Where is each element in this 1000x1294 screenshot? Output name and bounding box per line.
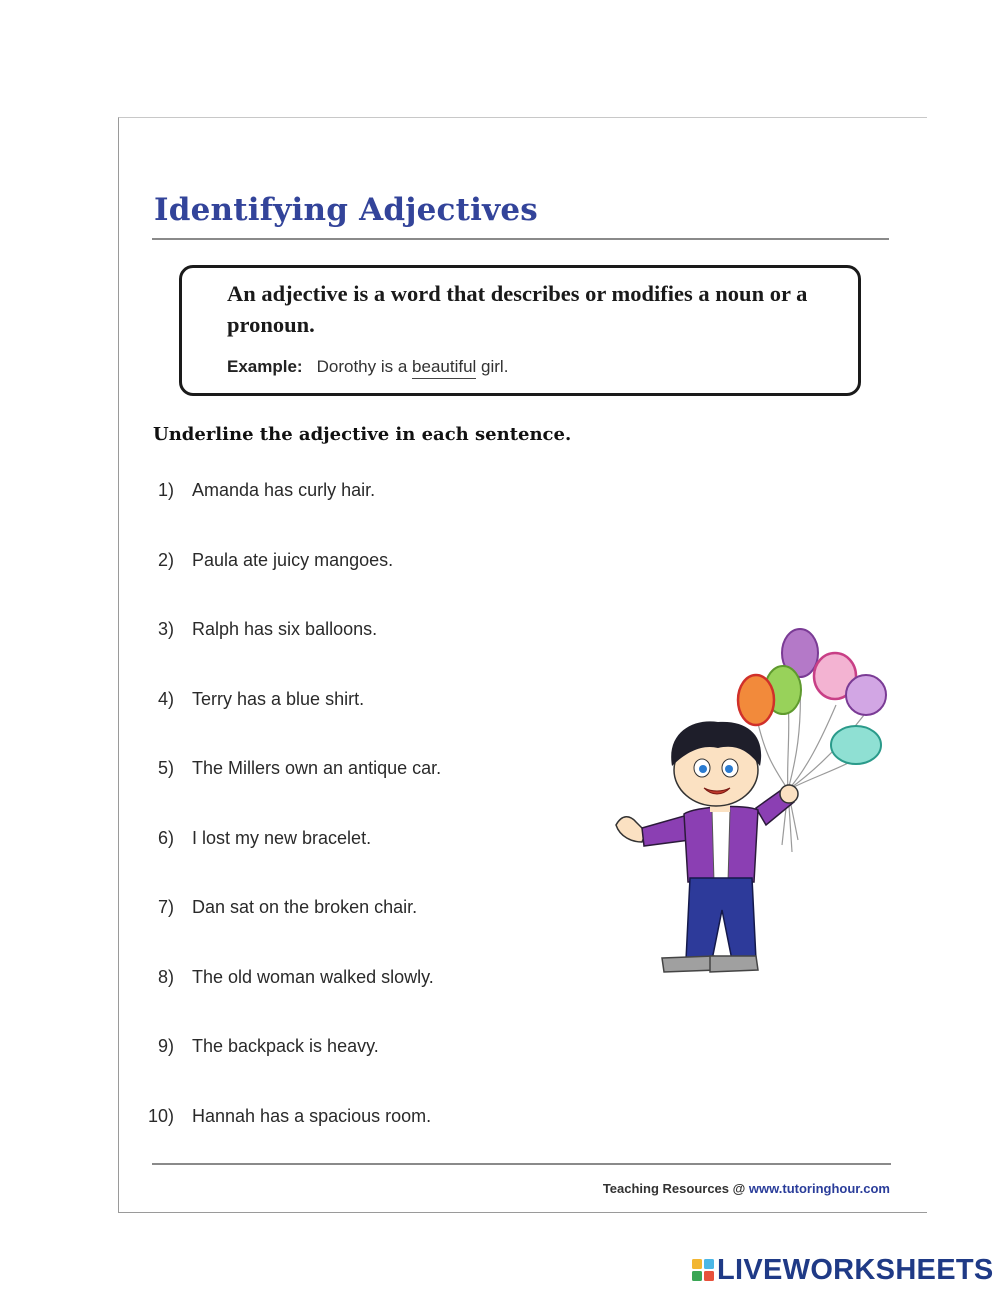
question-number: 4) (157, 689, 174, 709)
question-item[interactable] (140, 550, 580, 571)
footer-prefix: Teaching Resources @ (602, 1181, 749, 1196)
boy-with-balloons-illustration (606, 620, 906, 980)
question-number: 8) (157, 967, 174, 987)
title-divider (152, 238, 889, 240)
question-number: 6) (157, 828, 174, 848)
question-number: 9) (157, 1036, 174, 1056)
question-item[interactable] (140, 897, 580, 918)
footer-credit (603, 1181, 890, 1196)
liveworksheets-logo-icon (692, 1259, 714, 1281)
question-item[interactable] (140, 758, 580, 779)
question-text[interactable]: I lost my new bracelet. (192, 828, 372, 848)
question-item[interactable] (140, 1036, 580, 1057)
example-adjective: beautiful (412, 357, 476, 379)
question-item[interactable] (140, 828, 580, 849)
question-number: 10) (147, 1106, 174, 1126)
question-text[interactable]: Paula ate juicy mangoes. (192, 550, 394, 570)
question-text[interactable]: Dan sat on the broken chair. (192, 897, 418, 917)
question-item[interactable] (140, 619, 580, 640)
question-text[interactable]: The Millers own an antique car. (192, 758, 442, 778)
question-item[interactable] (140, 689, 580, 710)
worksheet-title: Identifying Adjectives (154, 192, 538, 228)
liveworksheets-brand[interactable] (692, 1255, 994, 1285)
balloon-icons (738, 629, 886, 764)
example-line (227, 357, 508, 379)
question-number: 7) (157, 897, 174, 917)
question-text[interactable]: The old woman walked slowly. (192, 967, 434, 987)
instruction-heading: Underline the adjective in each sentence. (153, 424, 572, 445)
example-before: Dorothy is a (316, 357, 413, 376)
question-number: 2) (157, 550, 174, 570)
question-item[interactable] (140, 480, 580, 501)
liveworksheets-logo-text: LIVEWORKSHEETS (717, 1254, 994, 1286)
question-item[interactable] (140, 967, 580, 988)
question-text[interactable]: Amanda has curly hair. (192, 480, 376, 500)
boy-figure (616, 721, 798, 972)
definition-text: An adjective is a word that describes or modifies a noun or a pronoun. (227, 281, 808, 337)
question-number: 1) (157, 480, 174, 500)
question-text[interactable]: Hannah has a spacious room. (192, 1106, 432, 1126)
example-label: Example: (227, 357, 303, 376)
question-number: 5) (157, 758, 174, 778)
footer-link[interactable]: www.tutoringhour.com (748, 1181, 890, 1196)
question-item[interactable] (140, 1106, 580, 1127)
question-text[interactable]: The backpack is heavy. (192, 1036, 379, 1056)
example-after: girl. (476, 357, 509, 376)
question-text[interactable]: Ralph has six balloons. (192, 619, 378, 639)
question-text[interactable]: Terry has a blue shirt. (192, 689, 365, 709)
question-number: 3) (157, 619, 174, 639)
footer-divider (152, 1163, 891, 1165)
